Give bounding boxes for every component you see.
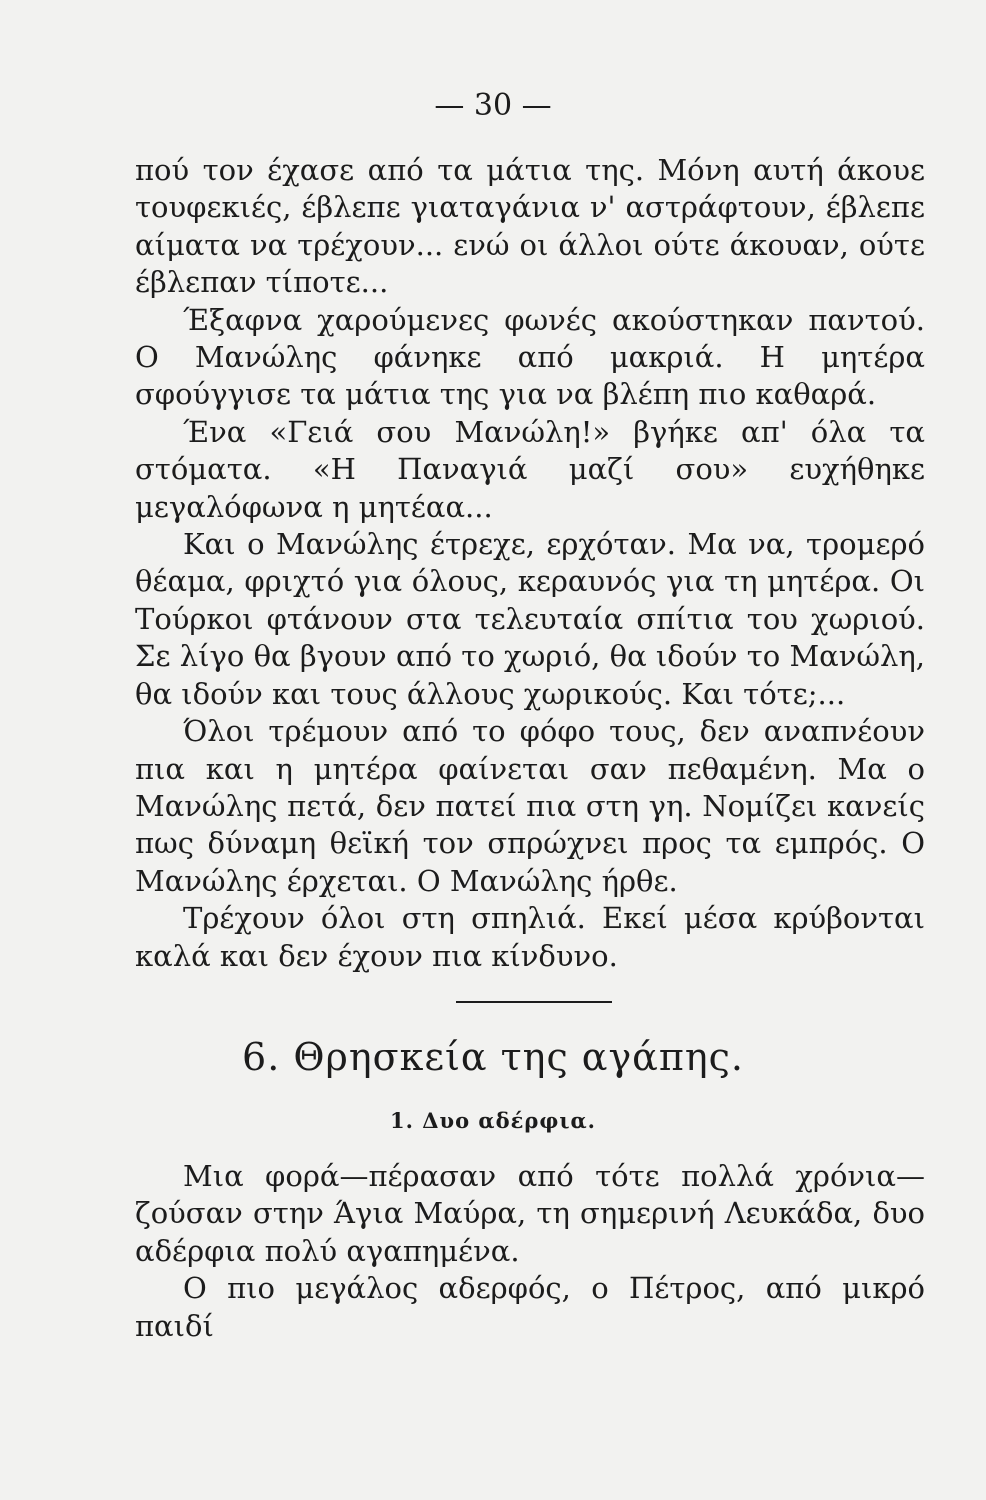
paragraph: Ένα «Γειά σου Μανώλη!» βγήκε απ' όλα τα στόματα. «Η Παναγιά μαζί σου» ευχήθηκε μεγαλόφωνα η μητέαα... <box>135 414 925 524</box>
story-text <box>135 152 925 975</box>
paragraph: Όλοι τρέμουν από το φόφο τους, δεν αναπνέουν πια και η μητέρα φαίνεται σαν πεθαμένη. Μα ο Μανώλης πετά, δεν πατεί πια στη γη. Νομίζει κανείς πως δύναμη θεϊκή τον σπρώχνει προς τα εμπρός. Ο Μανώλης έρχεται. Ο Μανώλης ήρθε. <box>135 714 925 898</box>
chapter-text <box>135 1158 925 1345</box>
chapter-heading: 6. Θρησκεία της αγάπης. <box>242 1035 744 1079</box>
section-heading: 1. Δυο αδέρφια. <box>390 1108 596 1133</box>
paragraph: Και ο Μανώλης έτρεχε, ερχόταν. Μα να, τρομερό θέαμα, φριχτό για όλους, κεραυνός για τη μητέρα. Οι Τούρκοι φτάνουν στα τελευταία σπίτια του χωριού. Σε λίγο θα βγουν από το χωριό, θα ιδούν το Μανώλη, θα ιδούν και τους άλλους χωρικούς. Και τότε;... <box>135 527 925 711</box>
page-number: — 30 — <box>434 88 552 123</box>
section-divider <box>456 1001 612 1003</box>
paragraph: Ο πιο μεγάλος αδερφός, ο Πέτρος, από μικρό παιδί <box>135 1271 925 1343</box>
paragraph: Μια φορά—πέρασαν από τότε πολλά χρόνια—ζούσαν στην Άγια Μαύρα, τη σημερινή Λευκάδα, δυο αδέρφια πολύ αγαπημένα. <box>135 1159 925 1268</box>
paragraph: πού τον έχασε από τα μάτια της. Μόνη αυτή άκουε τουφεκιές, έβλεπε γιαταγάνια ν' αστράφτουν, έβλεπε αίματα να τρέχουν... ενώ οι άλλοι ούτε άκουαν, ούτε έβλεπαν τίποτε... <box>135 153 925 300</box>
paragraph: Τρέχουν όλοι στη σπηλιά. Εκεί μέσα κρύβονται καλά και δεν έχουν πια κίνδυνο. <box>135 901 925 973</box>
paragraph: Έξαφνα χαρούμενες φωνές ακούστηκαν παντού. Ο Μανώλης φάνηκε από μακριά. Η μητέρα σφούγγισε τα μάτια της για να βλέπη πιο καθαρά. <box>135 302 925 412</box>
